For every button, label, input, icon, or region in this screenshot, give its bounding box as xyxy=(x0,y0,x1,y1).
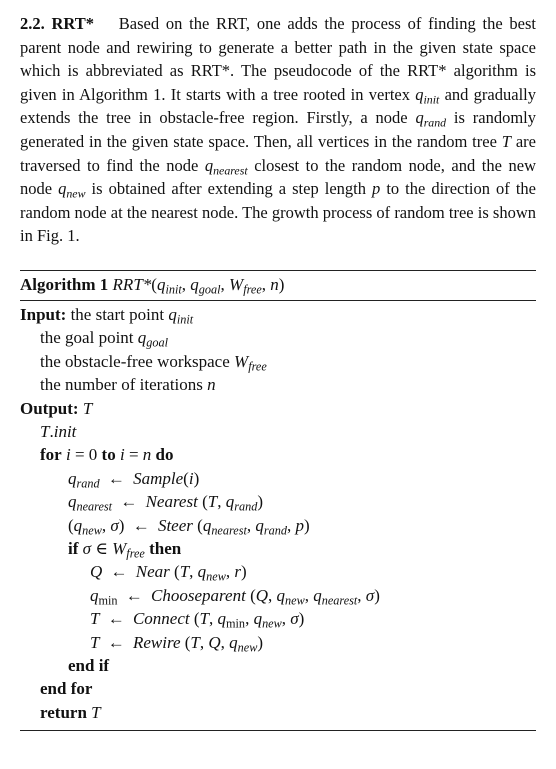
algorithm-label: Algorithm 1 xyxy=(20,274,109,294)
algorithm-caption xyxy=(20,271,536,297)
steer-statement: ($q_{new}$, σ) ← Steer ($q_{nearest}$, $q_{rand}$, p) xyxy=(68,515,310,538)
algorithm-end-for-line xyxy=(20,677,536,700)
inline-math: $q_{rand}$ xyxy=(415,108,447,130)
input-iterations: the number of iterations n xyxy=(40,375,216,395)
sample-statement: $q_{rand}$ ← Sample(i) xyxy=(68,468,200,491)
if-statement: if σ ∈ $W_{free}$ then xyxy=(68,539,182,561)
paragraph-body: Based on the RRT, one adds the process of finding the best parent node and rewiring to generate a better path in the given state space which is abbreviated as RRT*. The pseudocode of the RRT* algorithm is given in Algorithm 1. It starts with a tree rooted in vertex $q_{init}$ and gradually extends the tree in obstacle-free region. Firstly, a node $q_{rand}$ is randomly generated in the given state space. Then, all vertices in the random tree T are traversed to find the node $q_{nearest}$ closest to the random node, and the new node $q_{new}$ is obtained after extending a step length p to the direction of the random node at the nearest node. The growth process of random tree is shown in Fig. 1. xyxy=(20,14,537,246)
input-workspace: the obstacle-free workspace $W_{free}$ xyxy=(40,351,267,374)
algorithm-return-line xyxy=(20,701,536,724)
algorithm-input-line-2 xyxy=(20,326,536,349)
connect-statement: T ← Connect (T, $q_{min}$, $q_{new}$, σ) xyxy=(90,609,305,631)
algorithm-bottom-rule xyxy=(20,730,536,731)
algorithm-inner-step-line xyxy=(20,631,536,654)
algorithm-args: ($q_{init}$, $q_{goal}$, $W_{free}$, n) xyxy=(151,274,285,297)
algorithm-input-line-1 xyxy=(20,303,536,326)
end-if-keyword: end if xyxy=(68,656,110,676)
inline-math: $q_{init}$ xyxy=(415,84,440,107)
section-number: 2.2. xyxy=(20,14,45,33)
inline-math: $q_{nearest}$ xyxy=(204,155,248,178)
algorithm-if-line xyxy=(20,537,536,560)
algorithm-output-line xyxy=(20,397,536,420)
input-goal-point: the goal point $q_{goal}$ xyxy=(40,328,169,351)
init-statement: T.init xyxy=(40,421,77,441)
algorithm-name: RRT* xyxy=(112,274,152,294)
algorithm-step-line xyxy=(20,467,536,490)
algorithm-step-line xyxy=(20,490,536,513)
chooseparent-statement: $q_{min}$ ← Chooseparent (Q, $q_{new}$, $q_{nearest}$, σ) xyxy=(90,585,380,608)
section-title: RRT* xyxy=(51,14,95,33)
algorithm-inner-step-line xyxy=(20,560,536,583)
algorithm-body xyxy=(20,301,536,724)
for-statement: for i = 0 to i = n do xyxy=(40,445,174,465)
algorithm-inner-step-line xyxy=(20,584,536,607)
nearest-statement: $q_{nearest}$ ← Nearest (T, $q_{rand}$) xyxy=(68,492,264,514)
output-label: Output: xyxy=(20,398,79,418)
algorithm-input-line-3 xyxy=(20,350,536,373)
inline-math: p xyxy=(372,179,381,199)
algorithm-init-line xyxy=(20,420,536,443)
inline-math: T xyxy=(501,131,511,151)
algorithm-input-line-4 xyxy=(20,373,536,396)
algorithm-inner-step-line xyxy=(20,607,536,630)
return-statement: return T xyxy=(40,702,101,722)
inline-math: $q_{new}$ xyxy=(58,179,86,201)
near-statement: Q ← Near (T, $q_{new}$, r) xyxy=(90,562,247,585)
algorithm-step-line xyxy=(20,514,536,537)
section-paragraph xyxy=(20,12,536,248)
input-start-point: the start point $q_{init}$ xyxy=(70,304,194,327)
output-value: T xyxy=(82,398,93,418)
algorithm-end-if-line xyxy=(20,654,536,677)
algorithm-for-line xyxy=(20,443,536,466)
end-for-keyword: end for xyxy=(40,679,93,699)
rewire-statement: T ← Rewire (T, Q, $q_{new}$) xyxy=(90,632,264,655)
input-label: Input: xyxy=(20,304,67,324)
algorithm-box xyxy=(20,270,536,731)
